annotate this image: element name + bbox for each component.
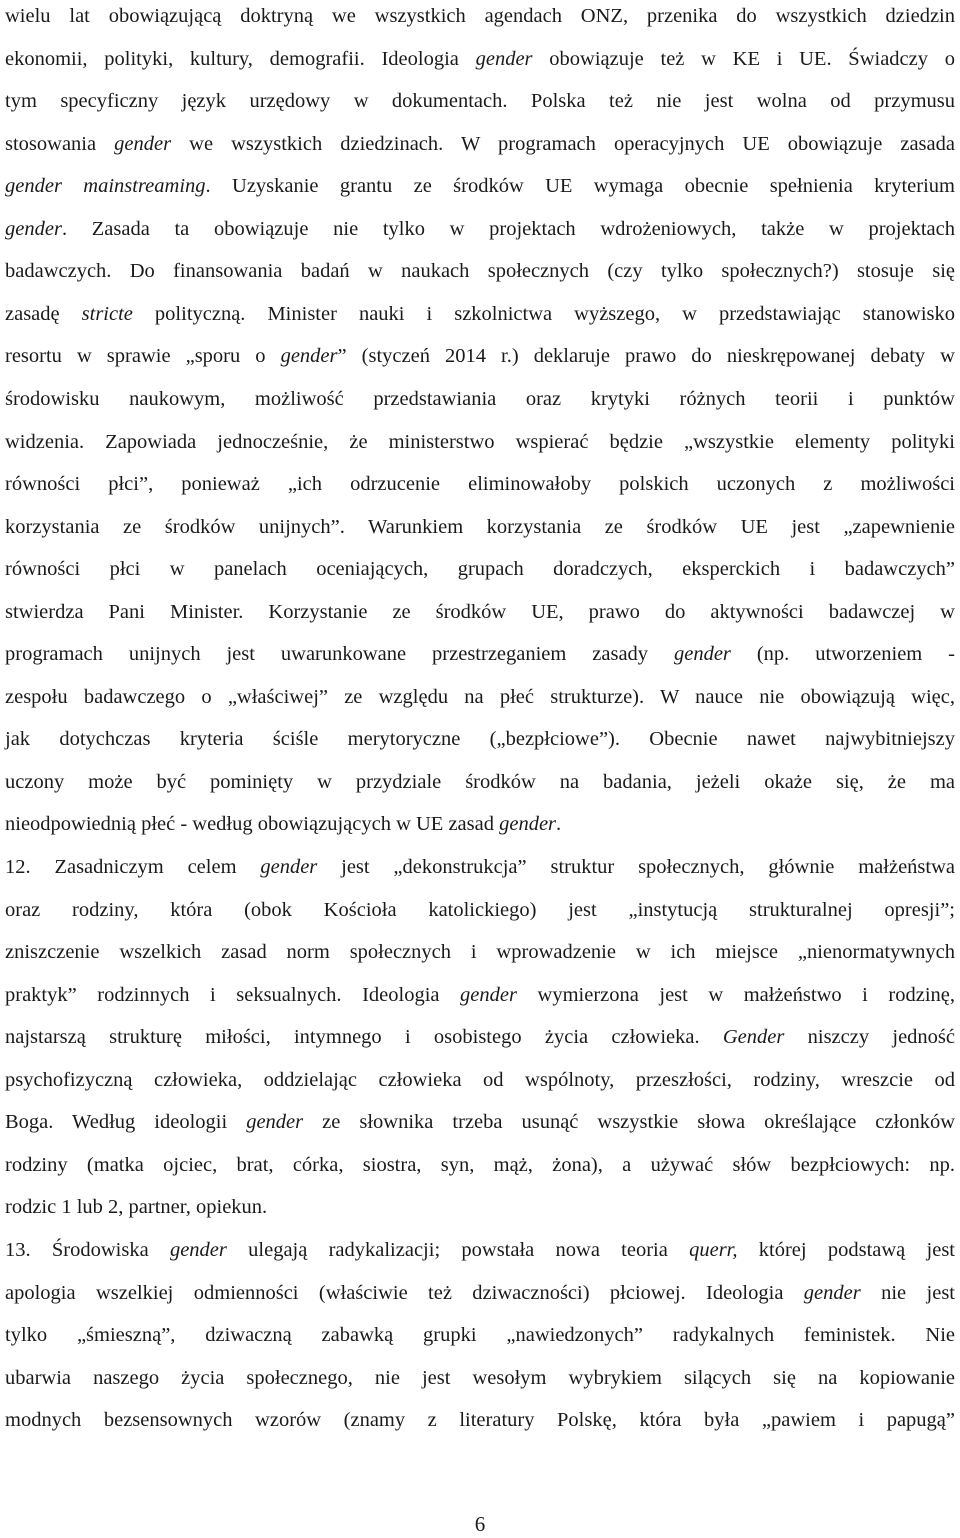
italic-term: gender xyxy=(169,1238,227,1261)
italic-term: gender xyxy=(5,217,62,240)
text-line: 12. Zasadniczym celem gender jest „dekonstrukcja” struktur społecznych, głównie małżeństwa xyxy=(5,856,955,878)
text-line: zasadę stricte polityczną. Minister nauki i szkolnictwa wyższego, w przedstawiając stanowisko xyxy=(5,302,956,325)
text-line: wielu lat obowiązującą doktryną we wszystkich agendach ONZ, przenika do wszystkich dziedzin xyxy=(5,5,955,27)
italic-term: gender xyxy=(803,1281,861,1304)
italic-term: gender xyxy=(475,47,533,70)
text-line: środowisku naukowym, możliwość przedstawiania oraz krytyki różnych teorii i punktów xyxy=(5,387,955,410)
text-line: praktyk” rodzinnych i seksualnych. Ideologia gender wymierzona jest w małżeństwo i rodzinę, xyxy=(5,983,955,1006)
italic-term: Gender xyxy=(722,1026,785,1049)
text-line: rodziny (matka ojciec, brat, córka, siostra, syn, mąż, żona), a używać słów bezpłciowych: np. xyxy=(5,1153,955,1176)
text-line: stosowania gender we wszystkich dziedzinach. W programach operacyjnych UE obowiązuje zasada xyxy=(5,132,955,155)
text-line: najstarszą strukturę miłości, intymnego i osobistego życia człowieka. Gender niszczy jedność xyxy=(5,1026,955,1049)
italic-term: gender xyxy=(499,813,557,836)
italic-term: gender xyxy=(114,132,172,155)
text-line: nieodpowiednią płeć - według obowiązujących w UE zasad gender. xyxy=(5,813,562,836)
text-line: psychofizyczną człowieka, oddzielając człowieka od wspólnoty, przeszłości, rodziny, wreszcie od xyxy=(5,1068,955,1091)
text-line: programach unijnych jest uwarunkowane przestrzeganiem zasady gender (np. utworzeniem - xyxy=(5,643,955,666)
text-line: ekonomii, polityki, kultury, demografii. Ideologia gender obowiązuje też w KE i UE. Świadczy o xyxy=(5,47,955,70)
text-line: zniszczenie wszelkich zasad norm społecznych i wprowadzenie w ich miejsce „nienormatywnych xyxy=(5,941,955,964)
text-line: tym specyficzny język urzędowy w dokumentach. Polska też nie jest wolna od przymusu xyxy=(5,90,955,113)
text-line: gender. Zasada ta obowiązuje nie tylko w projektach wdrożeniowych, także w projektach xyxy=(5,217,955,240)
text-line: korzystania ze środków unijnych”. Warunkiem korzystania ze środków UE jest „zapewnienie xyxy=(5,515,955,538)
text-line: Boga. Według ideologii gender ze słownika trzeba usunąć wszystkie słowa określające członków xyxy=(5,1111,955,1134)
text-line: oraz rodziny, która (obok Kościoła katolickiego) jest „instytucją strukturalnej opresji”; xyxy=(5,898,955,921)
text-line: tylko „śmieszną”, dziwaczną zabawką grupki „nawiedzonych” radykalnych feministek. Nie xyxy=(5,1324,955,1347)
text-line: resortu w sprawie „sporu o gender” (styczeń 2014 r.) deklaruje prawo do nieskrępowanej debaty w xyxy=(5,345,955,368)
text-line: jak dotychczas kryteria ściśle merytoryczne („bezpłciowe”). Obecnie nawet najwybitniejszy xyxy=(5,728,955,751)
italic-term: gender xyxy=(280,345,338,368)
text-line: rodzic 1 lub 2, partner, opiekun. xyxy=(5,1196,268,1219)
text-line: widzenia. Zapowiada jednocześnie, że ministerstwo wspierać będzie „wszystkie elementy polityki xyxy=(5,430,955,453)
text-line: zespołu badawczego o „właściwej” ze względu na płeć strukturze). W nauce nie obowiązują więc, xyxy=(5,685,955,708)
text-line: badawczych. Do finansowania badań w naukach społecznych (czy tylko społecznych?) stosuje się xyxy=(5,260,955,283)
text-line: uczony może być pominięty w przydziale środków na badania, jeżeli okaże się, że ma xyxy=(5,770,955,793)
text-line: stwierdza Pani Minister. Korzystanie ze środków UE, prawo do aktywności badawczej w xyxy=(5,600,955,623)
page-number: 6 xyxy=(474,1512,486,1536)
italic-term: gender xyxy=(260,856,318,878)
italic-term: gender xyxy=(246,1111,304,1134)
italic-term: gender xyxy=(460,983,517,1006)
italic-term: stricte xyxy=(81,302,133,325)
text-line: ubarwia naszego życia społecznego, nie jest wesołym wybrykiem silących się na kopiowanie xyxy=(5,1366,955,1389)
text-line: równości płci”, ponieważ „ich odrzucenie eliminowałoby polskich uczonych z możliwości xyxy=(5,473,955,496)
text-line: modnych bezsensownych wzorów (znamy z literatury Polskę, która była „pawiem i papugą” xyxy=(5,1409,955,1432)
italic-term: gender xyxy=(673,643,731,666)
text-line: równości płci w panelach oceniających, grupach doradczych, eksperckich i badawczych” xyxy=(5,558,955,581)
italic-term: gender mainstreaming xyxy=(5,175,206,198)
text-line: apologia wszelkiej odmienności (właściwie też dziwaczności) płciowej. Ideologia gender nie jest xyxy=(5,1281,955,1304)
text-line: gender mainstreaming. Uzyskanie grantu ze środków UE wymaga obecnie spełnienia kryterium xyxy=(5,175,956,198)
text-line: 13. Środowiska gender ulegają radykalizacji; powstała nowa teoria querr, której podstawą jest xyxy=(5,1238,955,1261)
italic-term: querr, xyxy=(689,1238,738,1261)
